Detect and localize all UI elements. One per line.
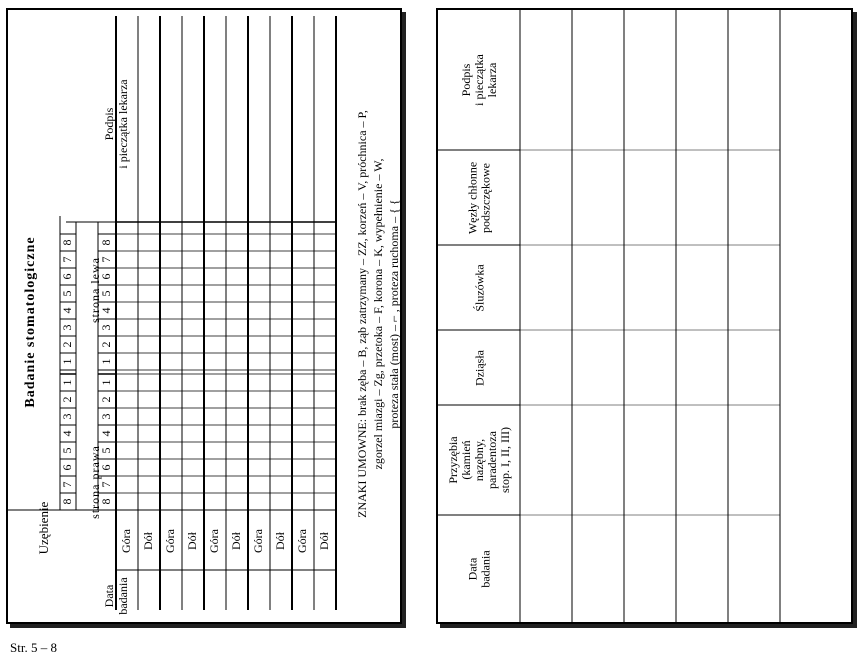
tooth-number-bottom-right: 5 <box>98 447 113 454</box>
tooth-number-bottom-right: 4 <box>98 430 113 437</box>
tooth-number-top-left: 6 <box>59 273 74 280</box>
column-header-2: Dziąsła <box>471 349 486 386</box>
row-label-gora: Góra <box>206 529 221 553</box>
page-reference: Str. 5 – 8 <box>10 640 57 655</box>
tooth-number-top-right: 2 <box>59 396 74 403</box>
tooth-number-top-right: 4 <box>59 430 74 437</box>
tooth-number-top-right: 3 <box>59 413 74 420</box>
side-left-label: strona lewa <box>88 257 102 323</box>
row-label-dol: Dół <box>140 532 155 550</box>
chart-title: Badanie stomatologiczne <box>23 236 38 408</box>
tooth-number-bottom-right: 6 <box>98 464 113 471</box>
podpis-header: Podpis i pieczątka lekarza <box>102 79 130 169</box>
tooth-number-bottom-left: 5 <box>98 290 113 297</box>
tooth-number-bottom-right: 3 <box>98 413 113 420</box>
legend-line-1: ZNAKI UMOWNE: brak zęba – B, ząb zatrzymany – ZZ, korzeń – V, próchnica – P, <box>355 110 369 518</box>
row-label-gora: Góra <box>118 529 133 553</box>
tooth-number-bottom-left: 2 <box>98 341 113 348</box>
row-label-gora: Góra <box>294 529 309 553</box>
tooth-number-top-left: 4 <box>59 307 74 314</box>
tooth-number-top-left: 8 <box>59 239 74 246</box>
row-label-dol: Dół <box>316 532 331 550</box>
tooth-number-bottom-left: 4 <box>98 307 113 314</box>
tooth-number-top-left: 3 <box>59 324 74 331</box>
tooth-number-bottom-left: 7 <box>98 256 113 263</box>
legend-line-3: proteza stała (most) – ⌐ , proteza ruchoma – { { <box>387 199 401 429</box>
tooth-number-top-right: 6 <box>59 464 74 471</box>
section-label-uzebienie: Uzębienie <box>36 501 51 555</box>
dental-chart-grid <box>8 10 400 622</box>
tooth-number-top-right: 8 <box>59 498 74 505</box>
row-label-gora: Góra <box>162 529 177 553</box>
tooth-number-top-left: 5 <box>59 290 74 297</box>
column-header-0: Data badania <box>465 549 492 588</box>
tooth-number-top-left: 1 <box>59 358 74 365</box>
legend-line-2: zgorzel miazgi – Zg, przetoka – F, korona – K, wypełnienie – W, <box>371 158 385 470</box>
row-label-gora: Góra <box>250 529 265 553</box>
row-label-dol: Dół <box>272 532 287 550</box>
tooth-number-bottom-left: 3 <box>98 324 113 331</box>
tooth-number-top-right: 1 <box>59 379 74 386</box>
left-page-frame <box>6 8 402 624</box>
data-badania-header: Data badania <box>102 577 130 615</box>
tooth-number-top-right: 5 <box>59 447 74 454</box>
tooth-number-bottom-left: 6 <box>98 273 113 280</box>
tooth-number-bottom-right: 7 <box>98 481 113 488</box>
tooth-number-bottom-right: 1 <box>98 379 113 386</box>
column-header-4: Węzły chłonne podszczękowe <box>465 161 492 234</box>
row-label-dol: Dół <box>228 532 243 550</box>
side-right-label: strona prawa <box>88 445 102 519</box>
tooth-number-top-left: 7 <box>59 256 74 263</box>
column-header-1: Przyzębia (kamień nazębny, paradentoza stop. I, II, III) <box>445 427 512 493</box>
column-header-3: Śluzówka <box>471 263 486 312</box>
tooth-number-bottom-right: 2 <box>98 396 113 403</box>
tooth-number-top-right: 7 <box>59 481 74 488</box>
tooth-number-bottom-right: 8 <box>98 498 113 505</box>
row-label-dol: Dół <box>184 532 199 550</box>
right-page-frame <box>436 8 853 624</box>
tooth-number-bottom-left: 8 <box>98 239 113 246</box>
tooth-number-bottom-left: 1 <box>98 358 113 365</box>
column-header-5: Podpis i pieczątka lekarza <box>458 54 499 106</box>
tooth-number-top-left: 2 <box>59 341 74 348</box>
